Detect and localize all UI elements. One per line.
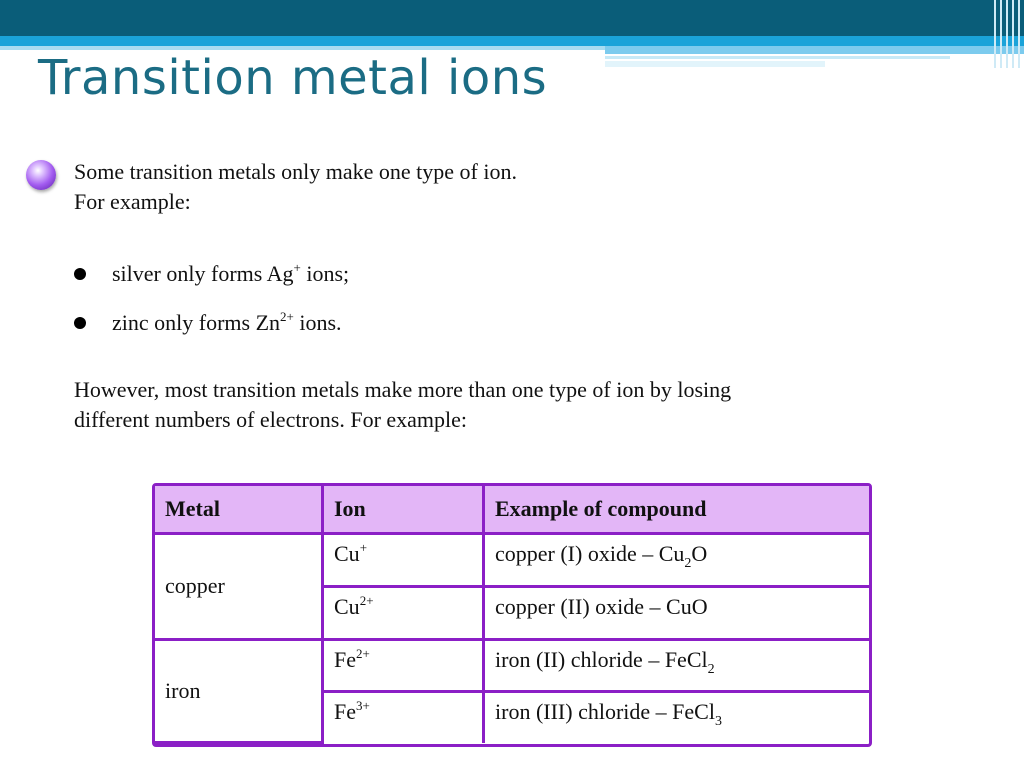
compound-cell: iron (III) chloride – FeCl$_3$ [484, 692, 870, 743]
header-example-compound: Example of compound [484, 486, 870, 534]
ion-cell: Cu+ [323, 534, 484, 587]
purple-orb-bullet-icon [26, 160, 56, 190]
header-band-right-pale [605, 61, 825, 67]
metal-cell: iron [155, 639, 323, 742]
ion-cell: $Fe^{2+}$ [323, 639, 484, 692]
bullet-text-end: ions; [300, 261, 350, 286]
bullet-dot-icon [74, 317, 86, 329]
table-row [155, 639, 869, 692]
however-line-2: different numbers of electrons. For example: [74, 407, 468, 432]
compound-cell: copper (II) oxide – CuO [484, 586, 870, 639]
bullet-text: zinc only forms Zn [112, 310, 281, 335]
slide-title: Transition metal ions [38, 50, 548, 106]
header-band-dark [0, 0, 1024, 36]
intro-line-2: For example: [74, 189, 191, 214]
header-band-blue [0, 36, 1024, 46]
header-ion: Ion [323, 486, 484, 534]
table-row [155, 534, 869, 587]
bullet-text-end: ions. [293, 310, 342, 335]
metal-cell: copper [155, 534, 323, 640]
intro-paragraph [74, 157, 517, 217]
bullet-item-silver [74, 259, 349, 289]
bullet-dot-icon [74, 268, 86, 280]
compound-cell: copper (I) oxide – $Cu_2O$ [484, 534, 870, 587]
ions-table [152, 483, 872, 747]
bullet-item-zinc [74, 308, 342, 338]
ion-cell: $Cu^{2+}$ [323, 586, 484, 639]
however-line-1: However, most transition metals make more than one type of ion by losing [74, 377, 732, 402]
header-stripes [990, 0, 1024, 68]
header-band-right [605, 46, 1024, 54]
however-paragraph [74, 375, 731, 435]
ion-cell: $Fe^{3+}$ [323, 692, 484, 743]
header-metal: Metal [155, 486, 323, 534]
compound-cell: iron (II) chloride – FeCl$_2$ [484, 639, 870, 692]
intro-line-1: Some transition metals only make one type of ion. [74, 159, 517, 184]
ion-charge: + [293, 260, 301, 275]
header-band-right-thin [605, 56, 950, 59]
bullet-text: silver only forms Ag [112, 261, 294, 286]
ion-charge: 2+ [280, 309, 294, 324]
